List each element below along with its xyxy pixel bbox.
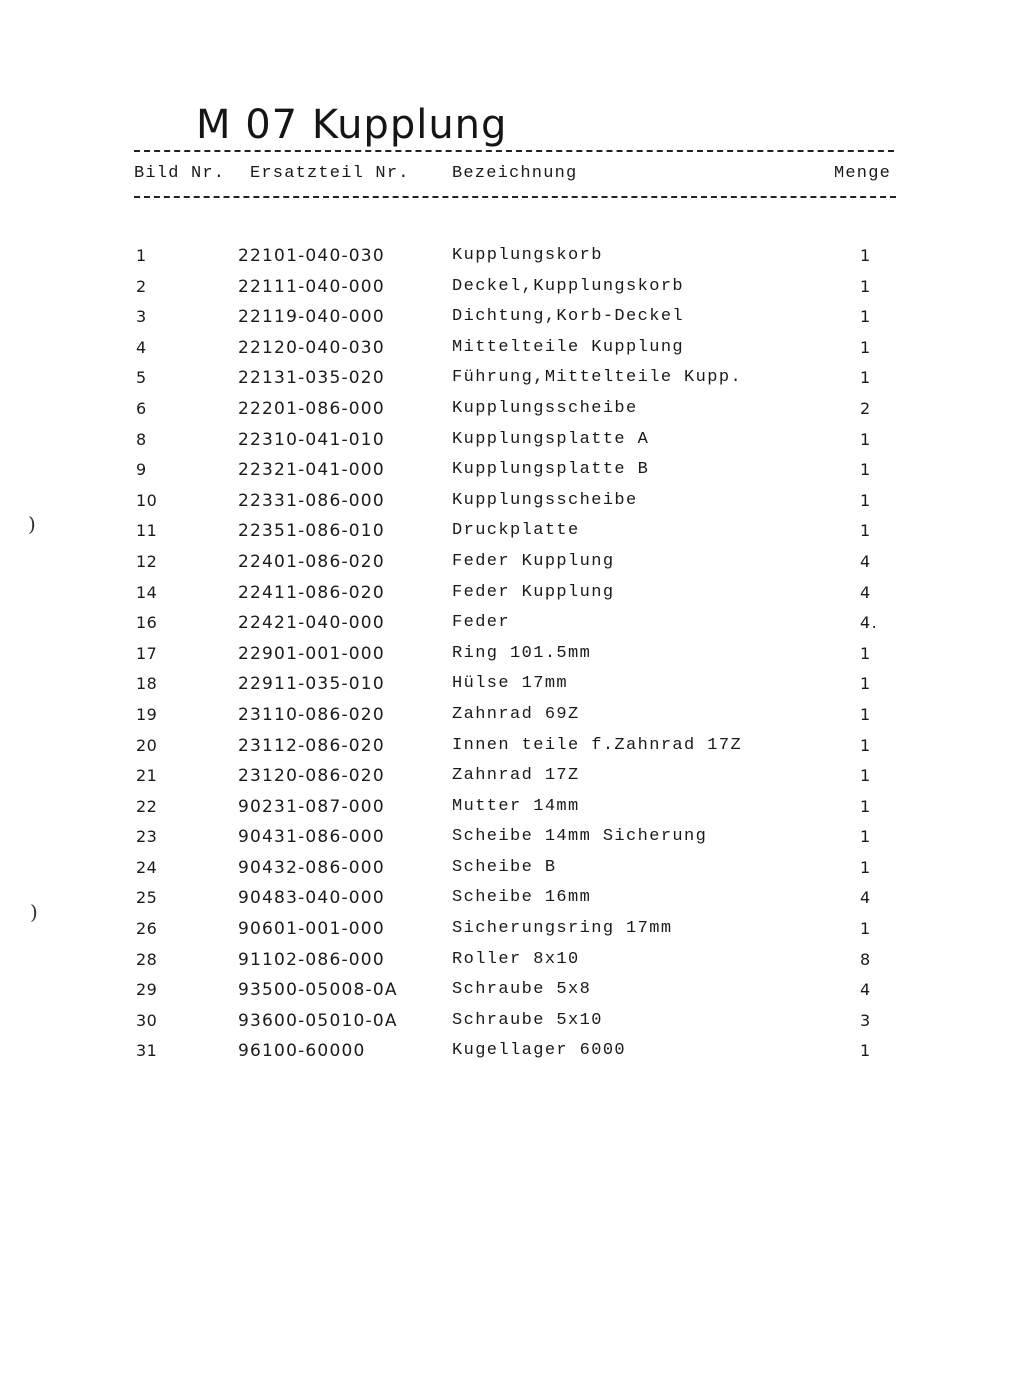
cell-ersatzteil-nr: 90432-086-000 <box>238 857 385 878</box>
cell-bezeichnung: Kupplungsplatte A <box>452 429 650 449</box>
cell-menge: 1 <box>860 1041 872 1061</box>
cell-menge: 1 <box>860 521 872 541</box>
table-row <box>134 277 894 308</box>
cell-bild-nr: 16 <box>136 613 158 633</box>
cell-ersatzteil-nr: 90483-040-000 <box>238 888 385 909</box>
table-row <box>134 368 894 399</box>
table-row <box>134 1041 894 1072</box>
table-row <box>134 766 894 797</box>
cell-menge: 1 <box>860 307 872 327</box>
cell-ersatzteil-nr: 93600-05010-0A <box>238 1010 398 1031</box>
cell-bild-nr: 22 <box>136 796 158 816</box>
cell-menge: 4 <box>860 582 872 602</box>
cell-ersatzteil-nr: 22321-041-000 <box>238 460 385 481</box>
cell-menge: 1 <box>860 429 872 449</box>
cell-menge: 1 <box>860 704 872 724</box>
table-row <box>134 307 894 338</box>
cell-menge: 3 <box>860 1010 872 1030</box>
table-row <box>134 797 894 828</box>
table-row <box>134 430 894 461</box>
table-row <box>134 980 894 1011</box>
cell-bild-nr: 4 <box>136 337 147 357</box>
cell-ersatzteil-nr: 96100-60000 <box>238 1041 366 1062</box>
table-row <box>134 736 894 767</box>
cell-bild-nr: 11 <box>136 521 158 541</box>
cell-ersatzteil-nr: 90601-001-000 <box>238 919 385 940</box>
cell-bild-nr: 12 <box>136 551 158 571</box>
cell-bezeichnung: Schraube 5x10 <box>452 1010 603 1030</box>
table-row <box>134 950 894 981</box>
cell-menge: 1 <box>860 827 872 847</box>
cell-bezeichnung: Zahnrad 17Z <box>452 766 580 786</box>
cell-bild-nr: 26 <box>136 919 158 939</box>
cell-bild-nr: 18 <box>136 674 158 694</box>
cell-menge: 1 <box>860 337 872 357</box>
cell-bezeichnung: Scheibe B <box>452 857 557 877</box>
cell-bild-nr: 6 <box>136 398 147 418</box>
cell-menge: 4 <box>860 551 872 571</box>
cell-ersatzteil-nr: 22119-040-000 <box>238 307 385 328</box>
cell-ersatzteil-nr: 91102-086-000 <box>238 949 385 970</box>
cell-bezeichnung: Kugellager 6000 <box>452 1041 627 1061</box>
cell-bezeichnung: Feder <box>452 613 511 633</box>
cell-bild-nr: 31 <box>136 1041 158 1061</box>
cell-bezeichnung: Hülse 17mm <box>452 674 569 694</box>
table-row <box>134 705 894 736</box>
cell-ersatzteil-nr: 22901-001-000 <box>238 643 385 664</box>
table-row <box>134 521 894 552</box>
cell-bild-nr: 30 <box>136 1010 158 1030</box>
cell-menge: 1 <box>860 490 872 510</box>
header-menge: Menge <box>834 164 892 183</box>
cell-bild-nr: 20 <box>136 735 158 755</box>
cell-bild-nr: 28 <box>136 949 158 969</box>
cell-bild-nr: 3 <box>136 307 147 327</box>
cell-menge: 1 <box>860 735 872 755</box>
header-bezeichnung: Bezeichnung <box>452 164 578 183</box>
table-row <box>134 674 894 705</box>
cell-bild-nr: 19 <box>136 704 158 724</box>
margin-mark: ) <box>28 512 36 536</box>
cell-menge: 2 <box>860 398 872 418</box>
cell-ersatzteil-nr: 22131-035-020 <box>238 368 385 389</box>
cell-bezeichnung: Scheibe 16mm <box>452 888 592 908</box>
cell-bezeichnung: Innen teile f.Zahnrad 17Z <box>452 735 743 755</box>
cell-menge: 8 <box>860 949 872 969</box>
cell-bezeichnung: Deckel,Kupplungskorb <box>452 276 685 296</box>
cell-ersatzteil-nr: 22310-041-010 <box>238 429 385 450</box>
cell-bild-nr: 5 <box>136 368 147 388</box>
table-row <box>134 338 894 369</box>
cell-bild-nr: 2 <box>136 276 147 296</box>
cell-ersatzteil-nr: 22201-086-000 <box>238 398 385 419</box>
cell-bezeichnung: Mittelteile Kupplung <box>452 337 685 357</box>
cell-bezeichnung: Führung,Mittelteile Kupp. <box>452 368 743 388</box>
table-row <box>134 858 894 889</box>
cell-bezeichnung: Mutter 14mm <box>452 796 580 816</box>
cell-menge: 1 <box>860 857 872 877</box>
cell-ersatzteil-nr: 90231-087-000 <box>238 796 385 817</box>
cell-ersatzteil-nr: 23120-086-020 <box>238 766 385 787</box>
cell-ersatzteil-nr: 22331-086-000 <box>238 490 385 511</box>
table-row <box>134 613 894 644</box>
margin-mark: ) <box>30 900 38 924</box>
cell-bezeichnung: Kupplungskorb <box>452 246 603 265</box>
cell-bezeichnung: Druckplatte <box>452 521 580 541</box>
cell-menge: 1 <box>860 919 872 939</box>
table-row <box>134 644 894 675</box>
cell-bezeichnung: Kupplungsscheibe <box>452 490 638 510</box>
cell-bezeichnung: Feder Kupplung <box>452 551 615 571</box>
table-row <box>134 491 894 522</box>
cell-bezeichnung: Scheibe 14mm Sicherung <box>452 827 708 847</box>
page-title: M 07 Kupplung <box>192 102 511 148</box>
cell-menge: 1 <box>860 674 872 694</box>
cell-menge: 1 <box>860 460 872 480</box>
cell-bezeichnung: Kupplungsplatte B <box>452 460 650 480</box>
title-rule <box>134 104 894 152</box>
cell-ersatzteil-nr: 22111-040-000 <box>238 276 385 297</box>
cell-ersatzteil-nr: 22421-040-000 <box>238 613 385 634</box>
cell-bild-nr: 9 <box>136 460 147 480</box>
table-row <box>134 399 894 430</box>
cell-ersatzteil-nr: 90431-086-000 <box>238 827 385 848</box>
table-row <box>134 552 894 583</box>
cell-ersatzteil-nr: 22411-086-020 <box>238 582 385 603</box>
header-bild-nr: Bild Nr. <box>134 164 226 183</box>
cell-bezeichnung: Feder Kupplung <box>452 582 615 602</box>
cell-menge: 1 <box>860 643 872 663</box>
cell-menge: 4 <box>860 980 872 1000</box>
cell-menge: 1 <box>860 368 872 388</box>
cell-ersatzteil-nr: 22101-040-030 <box>238 246 385 266</box>
cell-bild-nr: 8 <box>136 429 147 449</box>
cell-ersatzteil-nr: 93500-05008-0A <box>238 980 398 1001</box>
header-divider <box>134 196 896 198</box>
cell-bezeichnung: Dichtung,Korb-Deckel <box>452 307 685 327</box>
cell-bezeichnung: Zahnrad 69Z <box>452 704 580 724</box>
table-row <box>134 583 894 614</box>
table-row <box>134 888 894 919</box>
cell-bild-nr: 17 <box>136 643 158 663</box>
cell-bezeichnung: Roller 8x10 <box>452 949 580 969</box>
table-header <box>134 164 898 188</box>
cell-bild-nr: 21 <box>136 766 158 786</box>
cell-ersatzteil-nr: 22351-086-010 <box>238 521 385 542</box>
cell-menge: 1 <box>860 796 872 816</box>
cell-ersatzteil-nr: 22911-035-010 <box>238 674 385 695</box>
cell-bild-nr: 24 <box>136 857 158 877</box>
cell-ersatzteil-nr: 23112-086-020 <box>238 735 385 756</box>
table-row <box>134 460 894 491</box>
cell-ersatzteil-nr: 23110-086-020 <box>238 704 385 725</box>
parts-table <box>134 246 894 1072</box>
cell-menge: 1 <box>860 246 872 265</box>
cell-ersatzteil-nr: 22120-040-030 <box>238 337 385 358</box>
cell-bezeichnung: Sicherungsring 17mm <box>452 919 673 939</box>
cell-bild-nr: 10 <box>136 490 158 510</box>
cell-menge: 4 <box>860 888 872 908</box>
cell-bild-nr: 29 <box>136 980 158 1000</box>
cell-menge: 1 <box>860 276 872 296</box>
cell-bild-nr: 1 <box>136 246 147 265</box>
cell-menge: 4. <box>860 613 879 633</box>
cell-bezeichnung: Ring 101.5mm <box>452 643 592 663</box>
cell-ersatzteil-nr: 22401-086-020 <box>238 551 385 572</box>
table-row <box>134 246 894 277</box>
cell-bild-nr: 23 <box>136 827 158 847</box>
header-ersatzteil-nr: Ersatzteil Nr. <box>250 164 410 183</box>
table-row <box>134 919 894 950</box>
cell-bezeichnung: Schraube 5x8 <box>452 980 592 1000</box>
cell-menge: 1 <box>860 766 872 786</box>
cell-bild-nr: 25 <box>136 888 158 908</box>
cell-bild-nr: 14 <box>136 582 158 602</box>
table-row <box>134 1011 894 1042</box>
cell-bezeichnung: Kupplungsscheibe <box>452 398 638 418</box>
table-row <box>134 827 894 858</box>
